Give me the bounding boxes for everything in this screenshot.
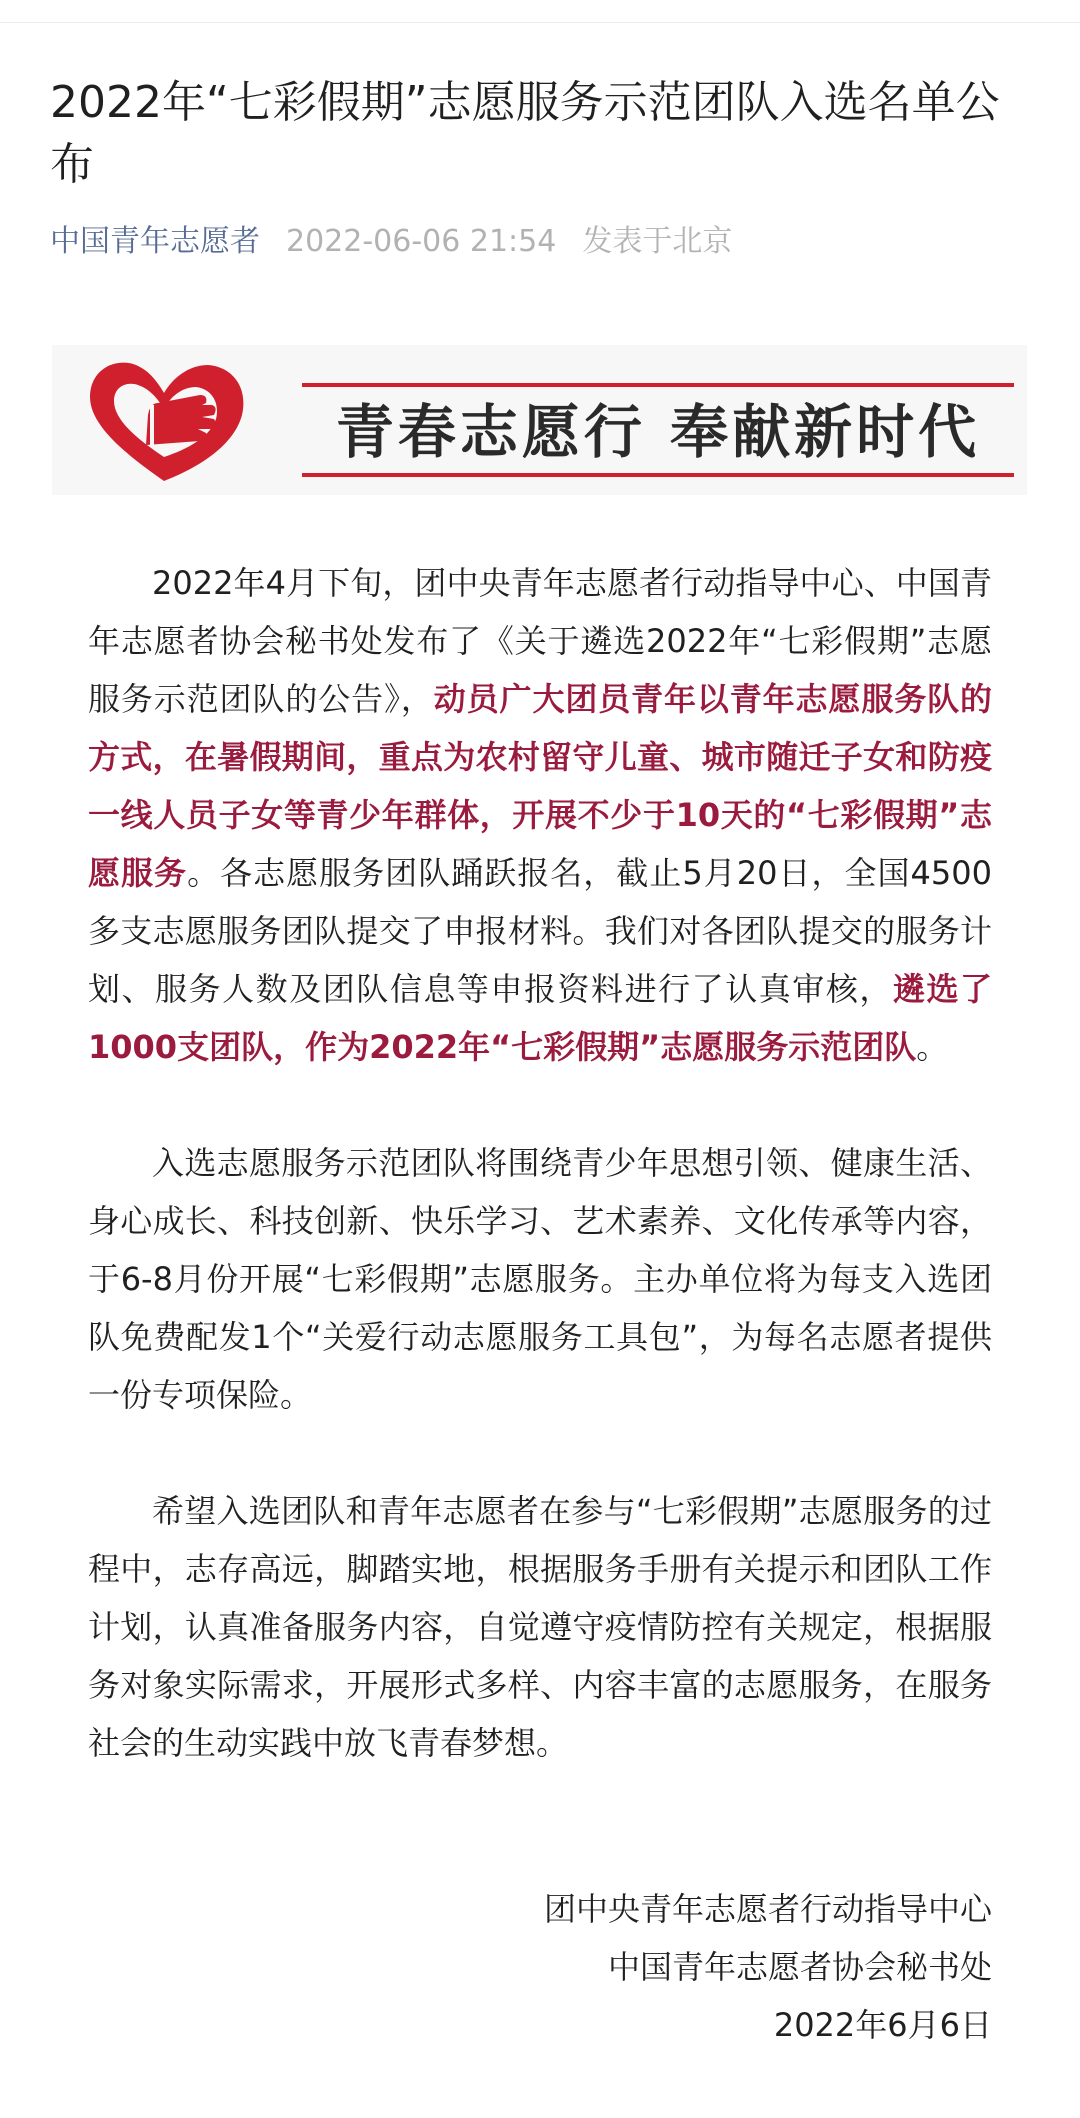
banner-image — [52, 345, 1027, 495]
author-link[interactable]: 中国青年志愿者 — [50, 224, 260, 259]
paragraph-2: 入选志愿服务示范团队将围绕青少年思想引领、健康生活、身心成长、科技创新、快乐学习、艺术素养、文化传承等内容，于6-8月份开展“七彩假期”志愿服务。主办单位将为每支入选团队免费配发1个“关爱行动志愿服务工具包”，为每名志愿者提供一份专项保险。 — [88, 1144, 992, 1414]
banner-top-rule — [302, 383, 1014, 387]
publish-location: 发表于北京 — [582, 224, 733, 259]
p1-text-2: 。各志愿服务团队踊跃报名，截止5月20日，全国4500多支志愿服务团队提交了申报材料。我们对各团队提交的服务计划、服务人数及团队信息等申报资料进行了认真审核， — [88, 854, 992, 1008]
publish-date: 2022-06-06 21:54 — [286, 224, 557, 259]
signature-date: 2022年6月6日 — [773, 2006, 992, 2044]
paragraph-1 — [88, 554, 992, 1076]
p1-highlight-2: 遴选了1000支团队，作为2022年“七彩假期”志愿服务示范团队 — [88, 970, 992, 1066]
paragraph-3: 希望入选团队和青年志愿者在参与“七彩假期”志愿服务的过程中，志存高远，脚踏实地，根据服务手册有关提示和团队工作计划，认真准备服务内容，自觉遵守疫情防控有关规定，根据服务对象实际需求，开展形式多样、内容丰富的志愿服务，在服务社会的生动实践中放飞青春梦想。 — [88, 1492, 992, 1762]
signature-block — [544, 1880, 992, 2054]
p1-text-1: 2022年4月下旬，团中央青年志愿者行动指导中心、中国青年志愿者协会秘书处发布了《关于遴选2022年“七彩假期”志愿服务示范团队的公告》， — [88, 564, 992, 718]
volunteer-heart-hand-logo-icon — [52, 345, 272, 495]
signature-org-2: 中国青年志愿者协会秘书处 — [607, 1948, 992, 1986]
top-divider — [0, 22, 1080, 23]
banner-bottom-rule — [302, 473, 1014, 477]
p1-text-3: 。 — [916, 1028, 949, 1066]
p1-highlight-1: 动员广大团员青年以青年志愿服务队的方式，在暑假期间，重点为农村留守儿童、城市随迁子女和防疫一线人员子女等青少年群体，开展不少于10天的“七彩假期”志愿服务 — [88, 680, 992, 892]
article-title: 2022年“七彩假期”志愿服务示范团队入选名单公布 — [50, 77, 1000, 190]
banner-slogan: 青春志愿行 奉献新时代 — [335, 398, 981, 466]
signature-org-1: 团中央青年志愿者行动指导中心 — [543, 1890, 992, 1928]
article-body — [88, 554, 992, 1772]
article-meta — [50, 222, 732, 262]
